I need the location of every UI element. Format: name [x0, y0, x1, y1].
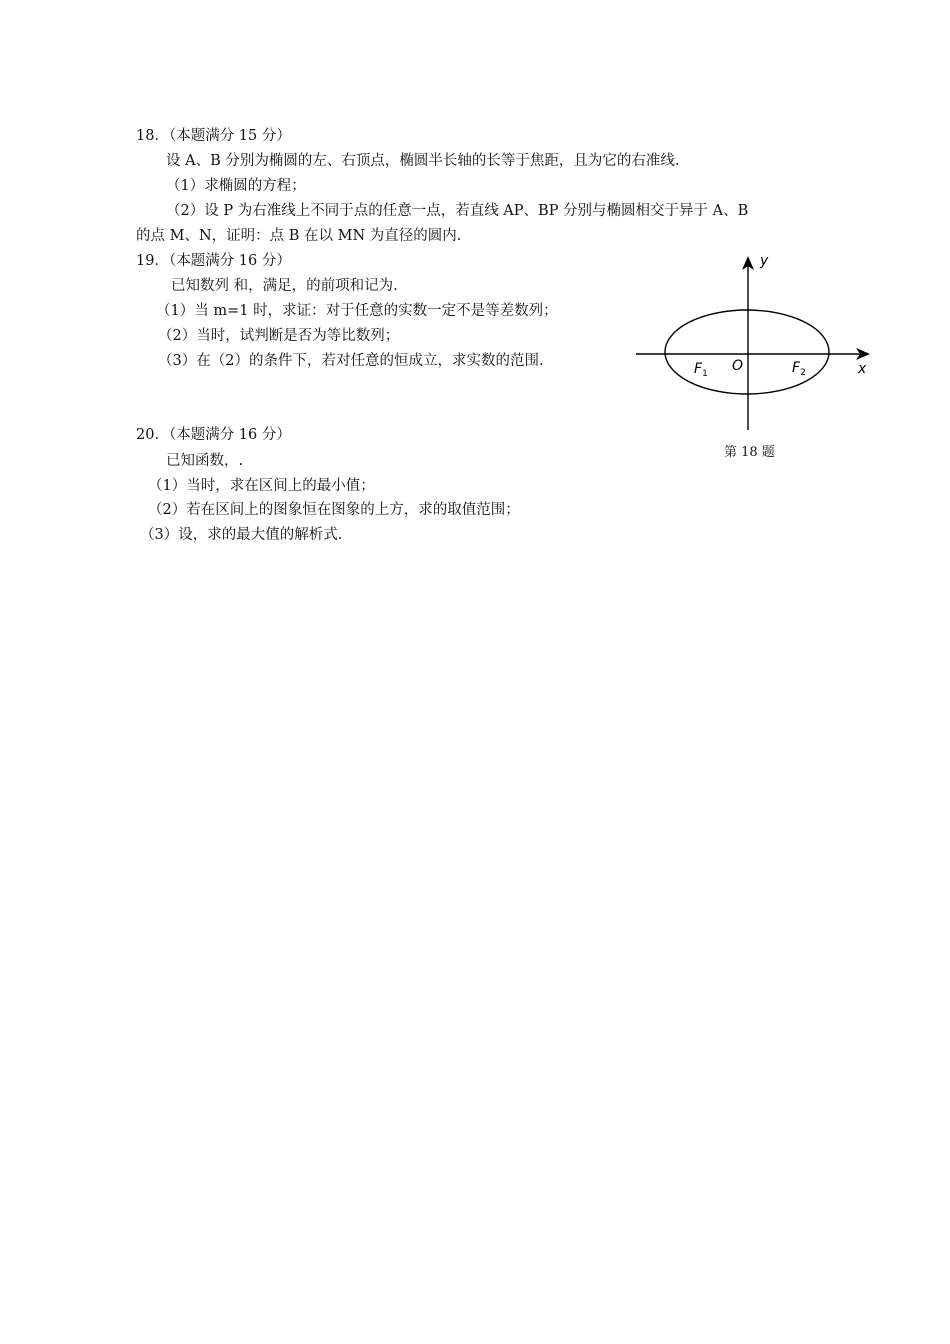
- problem-19-header: 19．（本题满分 16 分）: [136, 253, 291, 269]
- problem-19-statement: 已知数列 和，满足，的前项和记为.: [171, 278, 398, 294]
- x-axis-label: x: [858, 361, 867, 377]
- focus-f1-label: $F_1$: [694, 361, 708, 379]
- problem-20-statement: 已知函数，.: [166, 453, 244, 469]
- origin-label: O: [732, 358, 744, 374]
- focus-f2-label: $F_2$: [792, 360, 806, 378]
- problem-18-part-1: （1）求椭圆的方程；: [166, 178, 306, 194]
- ellipse-curve: [665, 310, 829, 394]
- problem-20-header: 20．（本题满分 16 分）: [136, 427, 291, 443]
- problem-19-part-3: （3）在（2）的条件下，若对任意的恒成立，求实数的范围.: [158, 353, 544, 369]
- y-axis-label: y: [760, 253, 769, 269]
- problem-20-part-3: （3）设，求的最大值的解析式.: [140, 527, 343, 543]
- problem-18-part-2: （2）设 P 为右准线上不同于点的任意一点，若直线 AP、BP 分别与椭圆相交于异于 A、B: [166, 203, 749, 219]
- problem-19-part-2: （2）当时，试判断是否为等比数列；: [158, 328, 400, 344]
- problem-18-statement: 设 A、B 分别为椭圆的左、右顶点，椭圆半长轴的长等于焦距，且为它的右准线.: [166, 153, 680, 169]
- ellipse-diagram-svg: [630, 248, 880, 438]
- problem-19-part-1: （1）当 m=1 时，求证：对于任意的实数一定不是等差数列；: [156, 303, 558, 319]
- ellipse-figure: [630, 248, 880, 438]
- problem-20-part-1: （1）当时，求在区间上的最小值；: [148, 478, 375, 494]
- figure-caption: 第 18 题: [724, 445, 775, 460]
- problem-20-part-2: （2）若在区间上的图象恒在图象的上方，求的取值范围；: [148, 502, 520, 518]
- problem-18-part-2-cont: 的点 M、N，证明：点 B 在以 MN 为直径的圆内.: [136, 228, 462, 244]
- problem-18-header: 18．（本题满分 15 分）: [136, 128, 291, 144]
